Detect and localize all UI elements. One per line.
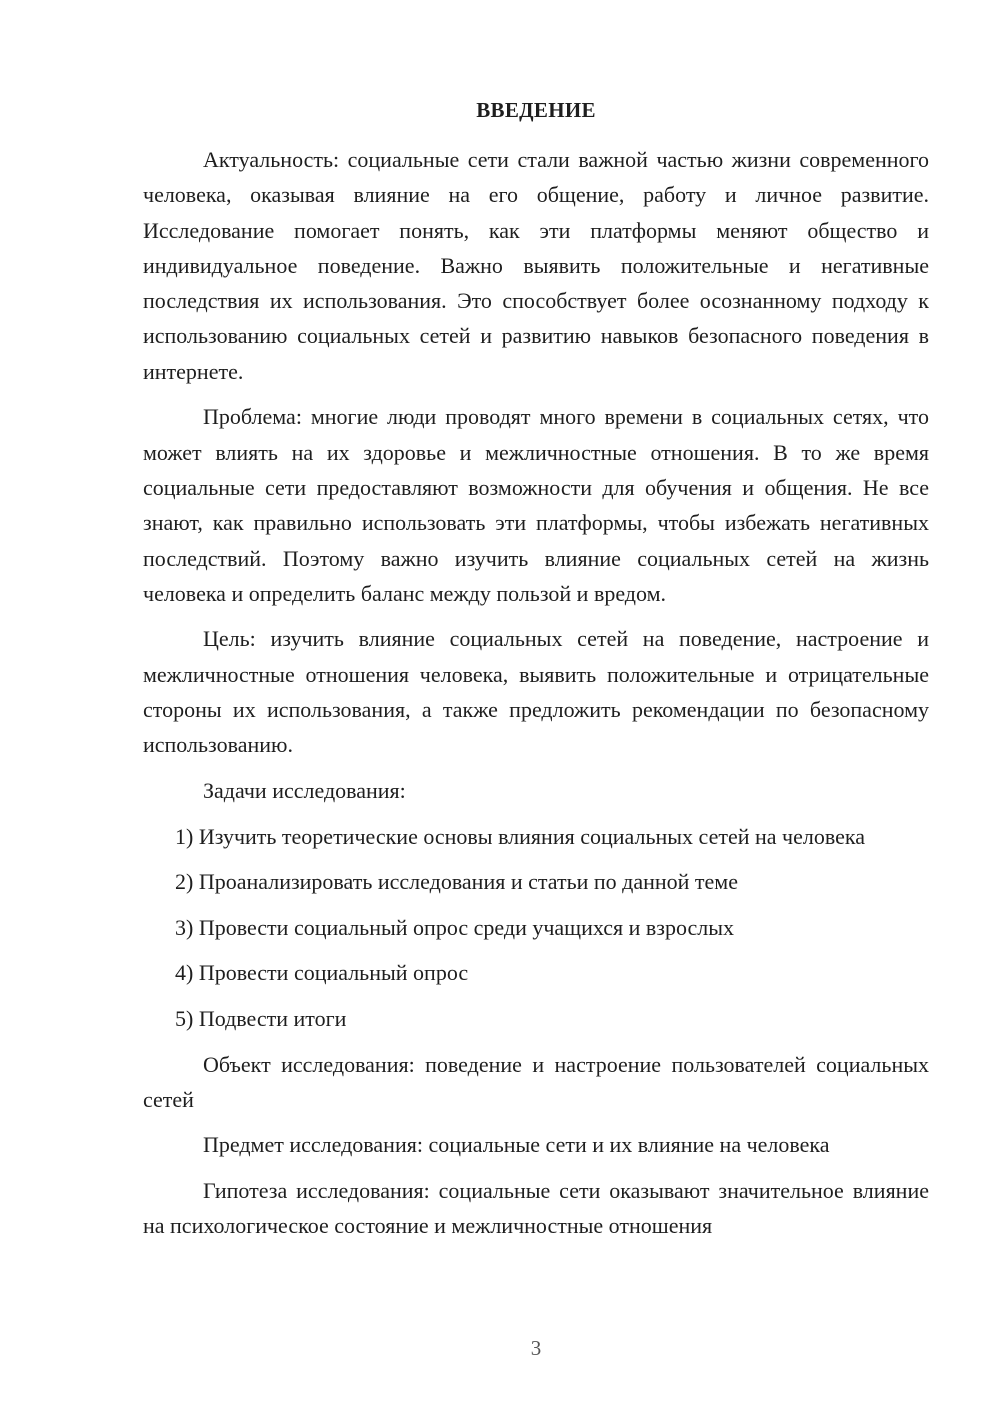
section-heading: ВВЕДЕНИЕ (476, 98, 596, 122)
task-item-2: 2) Проанализировать исследования и статьи по данной теме (175, 869, 738, 895)
paragraph-object: Объект исследования: поведение и настроение пользователей социальных сетей (143, 1051, 929, 1112)
task-item-5: 5) Подвести итоги (175, 1005, 347, 1031)
task-item-3: 3) Провести социальный опрос среди учащихся и взрослых (175, 914, 735, 940)
page-number: 3 (530, 1336, 542, 1360)
paragraph-hypothesis: Гипотеза исследования: социальные сети оказывают значительное влияние на психологическое состояние и межличностные отношения (143, 1177, 929, 1239)
tasks-title: Задачи исследования: (203, 777, 406, 803)
paragraph-goal: Цель: изучить влияние социальных сетей на поведение, настроение и межличностные отношения человека, выявить положительные и отрицательные стороны их использования, а также предложить рекомендации по безопасному использованию. (143, 626, 929, 758)
paragraph-problem: Проблема: многие люди проводят много времени в социальных сетях, что может влиять на их здоровье и межличностные отношения. В то же время социальные сети предоставляют возможности для обучения и общения. Не все знают, как правильно использовать эти платформы, чтобы избежать негативных последствий. Поэтому важно изучить влияние социальных сетей на жизнь человека и определить баланс между пользой и вредом. (143, 404, 929, 606)
paragraph-relevance: Актуальность: социальные сети стали важной частью жизни современного человека, оказывая влияние на его общение, работу и личное развитие. Исследование помогает понять, как эти платформы меняют общество и индивидуальное поведение. Важно выявить положительные и негативные последствия их использования. Это способствует более осознанному подходу к использованию социальных сетей и развитию навыков безопасного поведения в интернете. (143, 147, 929, 384)
document-body (143, 142, 929, 1254)
task-item-1: 1) Изучить теоретические основы влияния социальных сетей на человека (175, 823, 865, 849)
task-item-4: 4) Провести социальный опрос (175, 960, 469, 986)
paragraph-subject: Предмет исследования: социальные сети и их влияние на человека (203, 1132, 830, 1158)
